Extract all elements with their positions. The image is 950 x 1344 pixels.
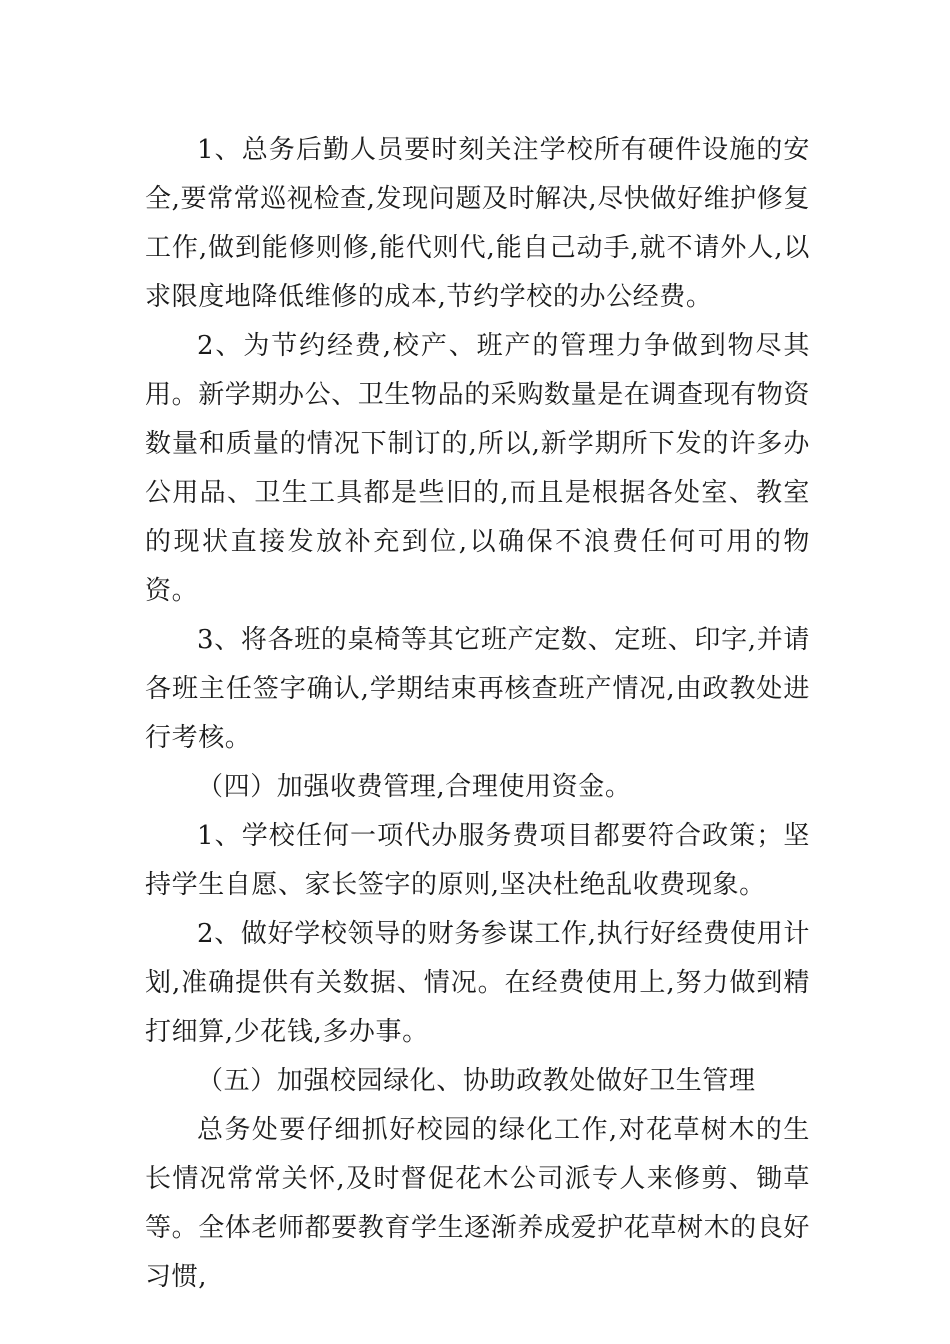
paragraph-class-property: 3、将各班的桌椅等其它班产定数、定班、印字,并请各班主任签字确认,学期结束再核查班产情况,由政教处进行考核。 — [145, 625, 810, 753]
section-heading-fees: （四）加强收费管理,合理使用资金。 — [197, 772, 632, 802]
paragraph-maintenance: 1、总务后勤人员要时刻关注学校所有硬件设施的安全,要常常巡视检查,发现问题及时解决,尽快做好维护修复工作,做到能修则修,能代则代,能自己动手,就不请外人,以求限度地降低维修的成本,节约学校的办公经费。 — [145, 135, 810, 312]
document-body — [145, 126, 810, 1302]
paragraph-finance-advice: 2、做好学校领导的财务参谋工作,执行好经费使用计划,准确提供有关数据、情况。在经费使用上,努力做到精打细算,少花钱,多办事。 — [145, 919, 810, 1047]
paragraph-fee-policy: 1、学校任何一项代办服务费项目都要符合政策；坚持学生自愿、家长签字的原则,坚决杜绝乱收费现象。 — [145, 821, 810, 900]
section-heading-greening: （五）加强校园绿化、协助政教处做好卫生管理 — [197, 1066, 756, 1096]
paragraph-budget-saving: 2、为节约经费,校产、班产的管理力争做到物尽其用。新学期办公、卫生物品的采购数量是在调查现有物资数量和质量的情况下制订的,所以,新学期所下发的许多办公用品、卫生工具都是些旧的,而且是根据各处室、教室的现状直接发放补充到位,以确保不浪费任何可用的物资。 — [145, 331, 811, 606]
paragraph-greening: 总务处要仔细抓好校园的绿化工作,对花草树木的生长情况常常关怀,及时督促花木公司派专人来修剪、锄草等。全体老师都要教育学生逐渐养成爱护花草树木的良好习惯, — [145, 1115, 811, 1292]
